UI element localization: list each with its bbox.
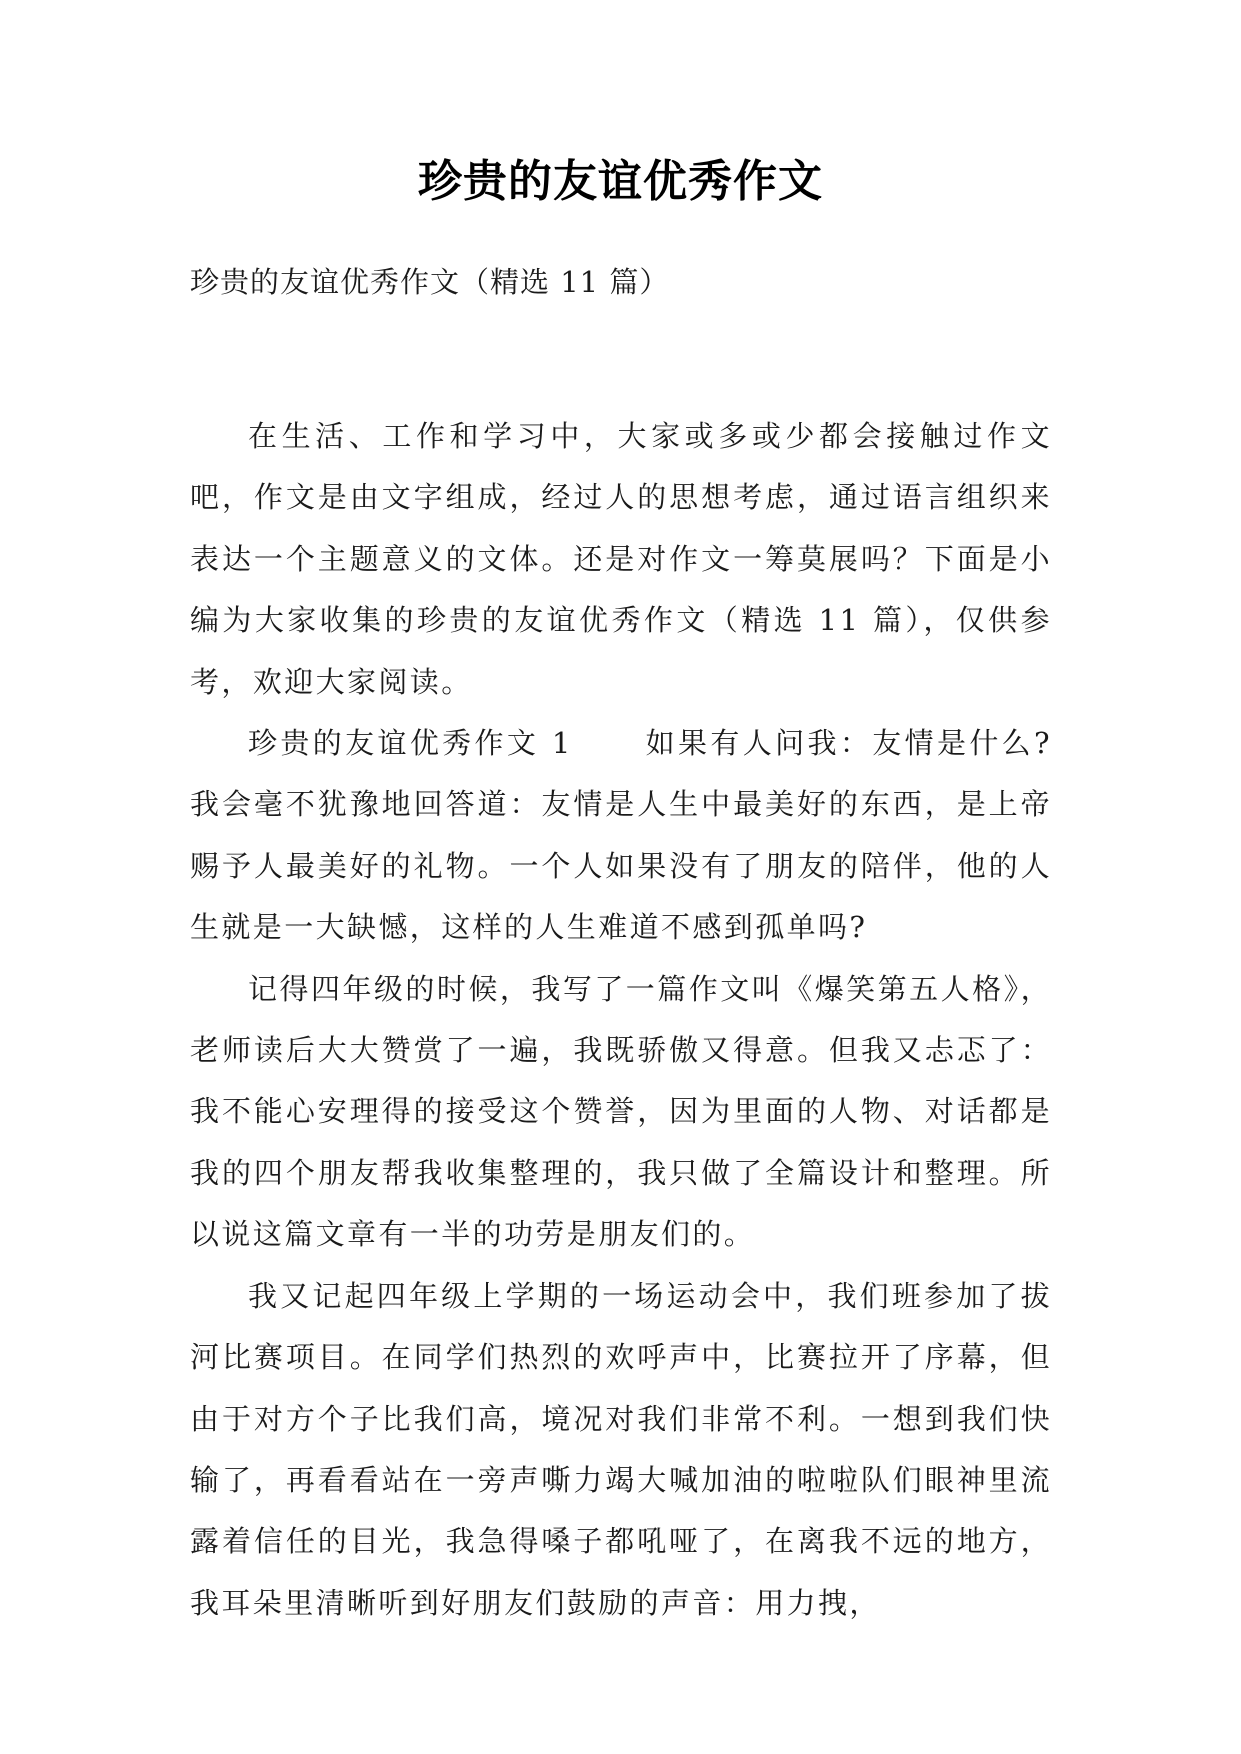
essay-1-paragraph-2: 记得四年级的时候，我写了一篇作文叫《爆笑第五人格》，老师读后大大赞赏了一遍，我既骄傲又得意。但我又忐忑了：我不能心安理得的接受这个赞誉，因为里面的人物、对话都是我的四个朋友帮我收集整理的，我只做了全篇设计和整理。所以说这篇文章有一半的功劳是朋友们的。: [190, 971, 1052, 1252]
document-subtitle: 珍贵的友谊优秀作文（精选 11 篇）: [190, 265, 670, 299]
essay-1-paragraph-1-text: 如果有人问我：友情是什么?我会毫不犹豫地回答道：友情是人生中最美好的东西，是上帝赐予人最美好的礼物。一个人如果没有了朋友的陪伴，他的人生就是一大缺憾，这样的人生难道不感到孤单吗?: [190, 726, 1052, 945]
document-body: [190, 406, 1052, 1634]
essay-1-first-paragraph: [190, 713, 1052, 959]
intro-paragraph: 在生活、工作和学习中，大家或多或少都会接触过作文吧，作文是由文字组成，经过人的思想考虑，通过语言组织来表达一个主题意义的文体。还是对作文一筹莫展吗？下面是小编为大家收集的珍贵的友谊优秀作文（精选 11 篇），仅供参考，欢迎大家阅读。: [190, 419, 1052, 699]
document-title: 珍贵的友谊优秀作文: [418, 156, 823, 207]
essay-1-heading: 珍贵的友谊优秀作文 1: [248, 726, 573, 761]
essay-1-paragraph-3: 我又记起四年级上学期的一场运动会中，我们班参加了拔河比赛项目。在同学们热烈的欢呼声中，比赛拉开了序幕，但由于对方个子比我们高，境况对我们非常不利。一想到我们快输了，再看看站在一旁声嘶力竭大喊加油的啦啦队们眼神里流露着信任的目光，我急得嗓子都吼哑了，在离我不远的地方，我耳朵里清晰听到好朋友们鼓励的声音：用力拽，: [190, 1278, 1052, 1620]
